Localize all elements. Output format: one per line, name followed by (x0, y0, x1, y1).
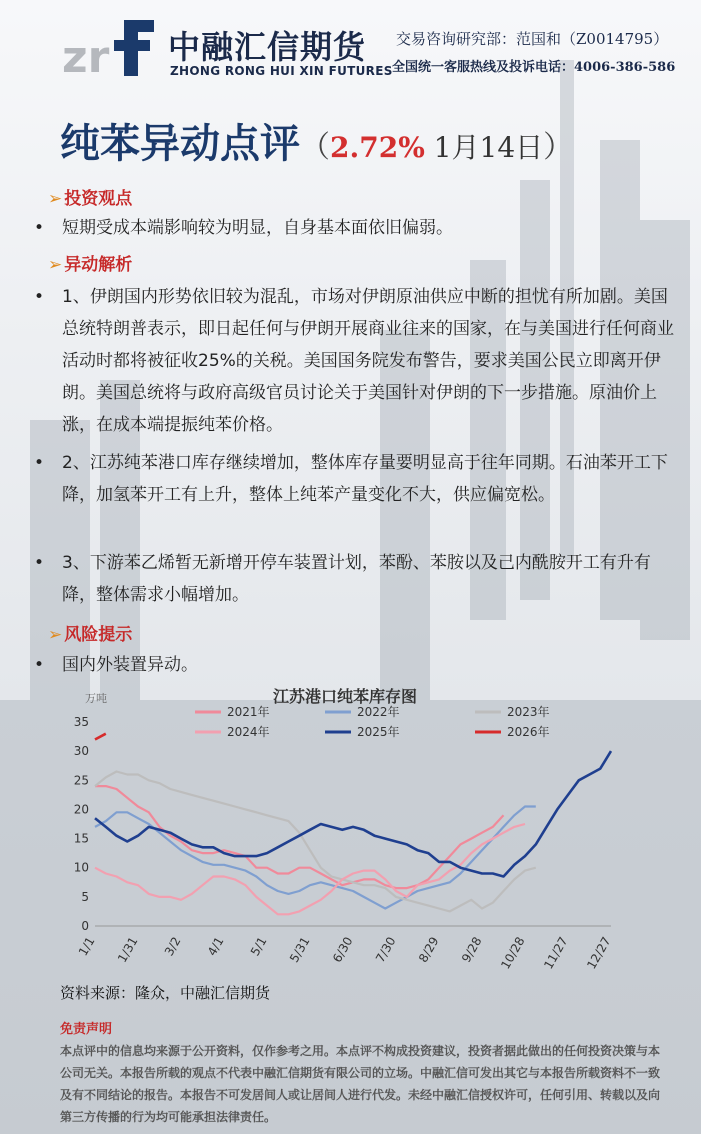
legend-label: 2024年 (227, 725, 270, 739)
analysis-text-3: 3、下游苯乙烯暂无新增开停车装置计划，苯酚、苯胺以及己内酰胺开工有升有降，整体需求小幅增加。 (62, 553, 651, 605)
analysis-item-1 (34, 281, 682, 441)
company-logo-icon (62, 14, 158, 80)
disclaimer-title: 免责声明 (60, 1022, 113, 1037)
x-tick-label: 9/28 (458, 934, 485, 965)
title-paren-open: （ (300, 130, 330, 165)
section-title: 投资观点 (64, 189, 133, 209)
x-tick-label: 3/2 (161, 934, 184, 959)
y-tick-label: 10 (73, 860, 89, 875)
inventory-chart (55, 682, 635, 982)
arrow-icon: ➢ (48, 189, 63, 209)
section-title: 异动解析 (64, 255, 133, 275)
analysis-item-2 (34, 447, 682, 511)
series-line (95, 772, 536, 912)
y-tick-label: 20 (73, 802, 89, 817)
section-risk (48, 620, 132, 645)
title-paren-close: ） (543, 130, 574, 165)
series-line (95, 824, 525, 914)
section-analysis (48, 250, 132, 275)
x-tick-label: 5/31 (286, 934, 313, 965)
y-axis-unit: 万吨 (85, 692, 107, 705)
x-tick-label: 12/27 (584, 934, 614, 972)
bullet: • (34, 287, 45, 307)
svg-text:zr: zr (62, 32, 110, 80)
x-tick-label: 8/29 (415, 934, 442, 965)
company-name-en: ZHONG RONG HUI XIN FUTURES (170, 64, 393, 78)
header (0, 0, 701, 95)
legend-label: 2021年 (227, 705, 270, 719)
arrow-icon: ➢ (48, 625, 63, 645)
bullet: • (34, 655, 45, 675)
analysis-item-3 (34, 547, 682, 611)
x-tick-label: 1/1 (75, 934, 98, 959)
x-tick-label: 10/28 (498, 934, 528, 972)
analyst-contact: 交易咨询研究部：范国和（Z0014795） (396, 30, 669, 48)
data-source: 资料来源：隆众，中融汇信期货 (60, 984, 271, 1002)
x-tick-label: 5/1 (247, 934, 270, 959)
risk-paragraph (34, 649, 682, 681)
x-tick-label: 1/31 (114, 934, 141, 965)
x-tick-label: 4/1 (204, 934, 227, 959)
x-tick-label: 6/30 (329, 934, 356, 965)
y-tick-label: 25 (73, 773, 89, 788)
bullet: • (34, 218, 45, 238)
disclaimer-text: 本点评中的信息均来源于公开资料，仅作参考之用。本点评不构成投资建议，投资者据此做出的任何投资决策与本公司无关。本报告所载的观点不代表中融汇信期货有限公司的立场。中融汇信可发出其它与本报告所载资料不一致及有不同结论的报告。本报告不可发居间人或让居间人进行代发。未经中融汇信授权许可，任何引用、转载以及向第三方传播的行为均可能承担法律责任。 (60, 1044, 661, 1124)
legend-label: 2025年 (357, 725, 400, 739)
view-text: 短期受成本端影响较为明显，自身基本面依旧偏弱。 (62, 218, 453, 238)
arrow-icon: ➢ (48, 255, 63, 275)
legend-label: 2022年 (357, 705, 400, 719)
y-tick-label: 30 (73, 744, 89, 759)
page-title (60, 112, 573, 169)
analysis-text-2: 2、江苏纯苯港口库存继续增加，整体库存量要明显高于往年同期。石油苯开工下降，加氢苯开工有上升，整体上纯苯产量变化不大，供应偏宽松。 (62, 453, 668, 505)
bullet: • (34, 453, 45, 473)
title-date: 1月14日 (424, 131, 544, 164)
hotline: 全国统一客服热线及投诉电话：4006-386-586 (392, 60, 676, 75)
x-tick-label: 7/30 (372, 934, 399, 965)
y-tick-label: 5 (81, 889, 89, 904)
legend-label: 2023年 (507, 705, 550, 719)
company-name-cn: 中融汇信期货 (168, 28, 367, 66)
bullet: • (34, 553, 45, 573)
y-tick-label: 35 (73, 715, 89, 729)
title-main: 纯苯异动点评 (60, 120, 300, 167)
title-change-pct: 2.72% (330, 131, 425, 164)
x-tick-label: 11/27 (541, 934, 571, 972)
y-tick-label: 15 (73, 831, 89, 846)
view-paragraph (34, 212, 682, 244)
legend-label: 2026年 (507, 725, 550, 739)
chart-svg (55, 682, 635, 982)
chart-title: 江苏港口纯苯库存图 (272, 687, 418, 706)
section-title: 风险提示 (64, 625, 133, 645)
series-line (95, 751, 611, 876)
section-investment-view (48, 184, 132, 209)
risk-text: 国内外装置异动。 (62, 655, 198, 675)
analysis-text-1: 1、伊朗国内形势依旧较为混乱，市场对伊朗原油供应中断的担忧有所加剧。美国总统特朗普表示，即日起任何与伊朗开展商业往来的国家，在与美国进行任何商业活动时都将被征收25%的关税。美国国务院发布警告，要求美国公民立即离开伊朗。美国总统将与政府高级官员讨论关于美国针对伊朗的下一步措施。原油价上涨，在成本端提振纯苯价格。 (62, 287, 674, 435)
y-tick-label: 0 (81, 919, 89, 933)
series-line (95, 734, 106, 740)
